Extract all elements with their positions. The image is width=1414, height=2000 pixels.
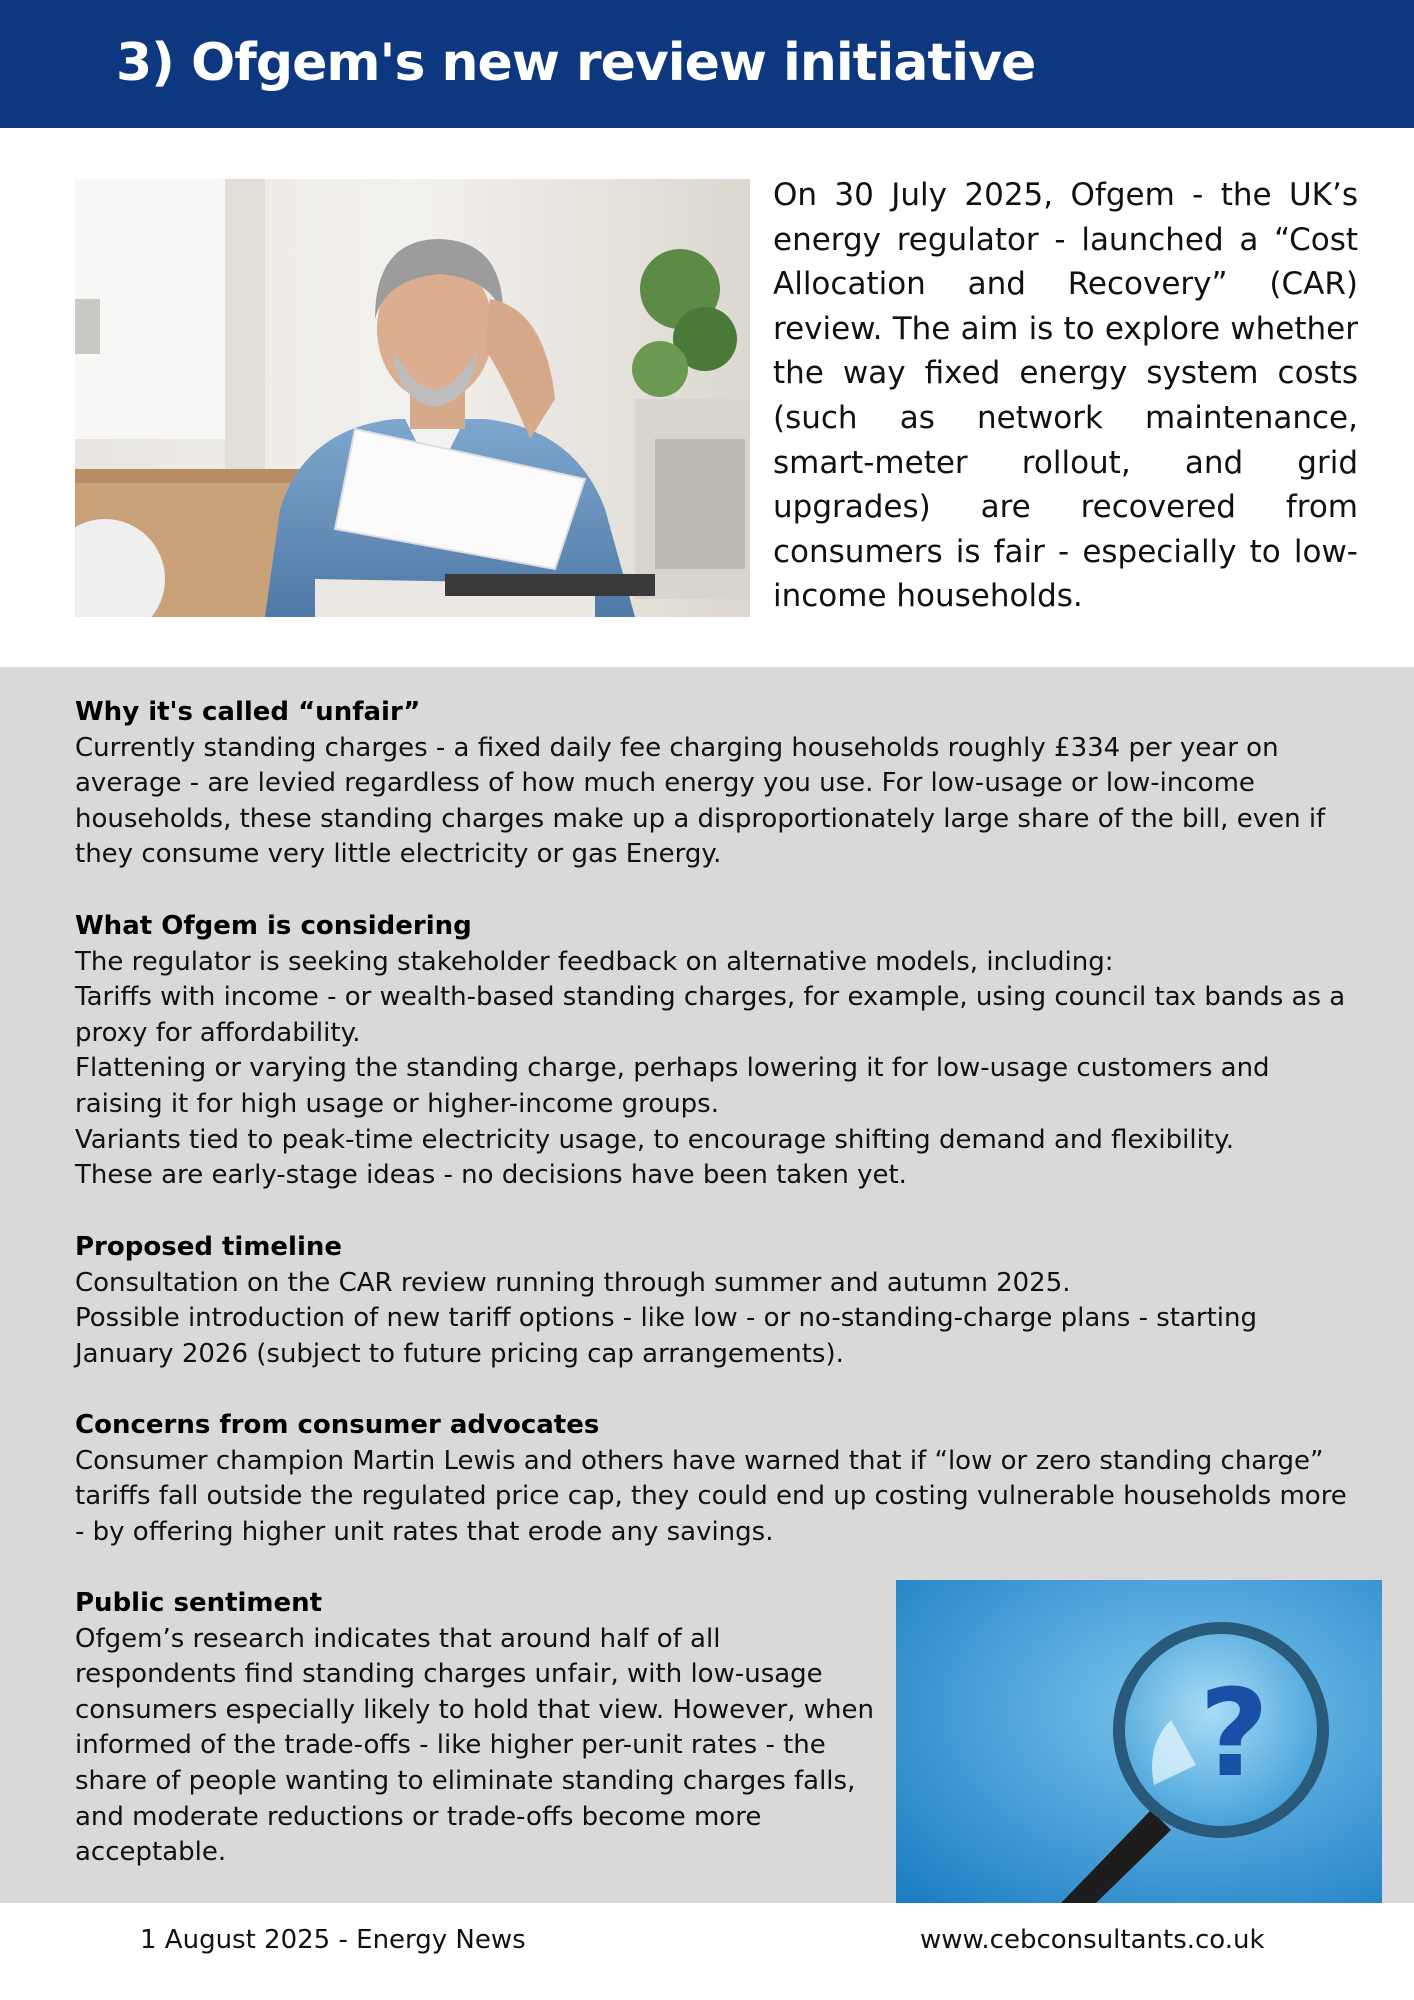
section-heading: Public sentiment bbox=[75, 1588, 323, 1618]
section-concerns bbox=[75, 1408, 1355, 1550]
page-header bbox=[0, 0, 1414, 128]
section-line: Variants tied to peak-time electricity usage, to encourage shifting demand and flexibility. bbox=[75, 1124, 1234, 1155]
man-reading-bill-photo bbox=[75, 179, 750, 617]
section-line: The regulator is seeking stakeholder feedback on alternative models, including: bbox=[75, 946, 1114, 977]
footer-date: 1 August 2025 - Energy News bbox=[140, 1925, 526, 1955]
section-line: These are early-stage ideas - no decisions have been taken yet. bbox=[75, 1160, 907, 1191]
section-body: Currently standing charges - a fixed daily fee charging households roughly £334 per year on average - are levied regardless of how much energy you use. For low-usage or low-income households, these standing charges make up a disproportionately large share of the bill, even if they consume very little electricity or gas Energy. bbox=[75, 732, 1326, 870]
section-heading: Concerns from consumer advocates bbox=[75, 1410, 600, 1440]
section-considering bbox=[75, 909, 1355, 1194]
section-line: Possible introduction of new tariff options - like low - or no-standing-charge plans - starting January 2026 (subject to future pricing cap arrangements). bbox=[75, 1303, 1258, 1369]
page-title: 3) Ofgem's new review initiative bbox=[116, 33, 1036, 93]
section-line: Consultation on the CAR review running through summer and autumn 2025. bbox=[75, 1267, 1071, 1298]
section-body: Consumer champion Martin Lewis and others have warned that if “low or zero standing charge” tariffs fall outside the regulated price cap, they could end up costing vulnerable households more - by offering higher unit rates that erode any savings. bbox=[75, 1445, 1347, 1547]
section-sentiment bbox=[75, 1586, 885, 1871]
footer-website-link[interactable]: www.cebconsultants.co.uk bbox=[920, 1925, 1265, 1955]
section-timeline bbox=[75, 1230, 1355, 1372]
section-heading: Why it's called “unfair” bbox=[75, 697, 421, 727]
svg-text:?: ? bbox=[1199, 1665, 1269, 1804]
section-unfair bbox=[75, 695, 1355, 873]
section-line: Flattening or varying the standing charge, perhaps lowering it for low-usage customers and raising it for high usage or higher-income groups. bbox=[75, 1053, 1270, 1119]
intro-paragraph: On 30 July 2025, Ofgem - the UK’s energy regulator - launched a “Cost Allocation and Recovery” (CAR) review. The aim is to explore whether the way fixed energy system costs (such as network maintenance, smart-meter rollout, and grid upgrades) are recovered from consumers is fair - especially to low-income households. bbox=[773, 177, 1358, 615]
section-body: Ofgem’s research indicates that around half of all respondents find standing charges unfair, with low-usage consumers especially likely to hold that view. However, when informed of the trade-offs - like higher per-unit rates - the share of people wanting to eliminate standing charges falls, and moderate reductions or trade-offs become more acceptable. bbox=[75, 1623, 874, 1868]
magnifying-glass-photo bbox=[896, 1580, 1382, 1903]
section-heading: What Ofgem is considering bbox=[75, 911, 472, 941]
section-line: Tariffs with income - or wealth-based standing charges, for example, using council tax bands as a proxy for affordability. bbox=[75, 982, 1346, 1048]
section-heading: Proposed timeline bbox=[75, 1232, 343, 1262]
